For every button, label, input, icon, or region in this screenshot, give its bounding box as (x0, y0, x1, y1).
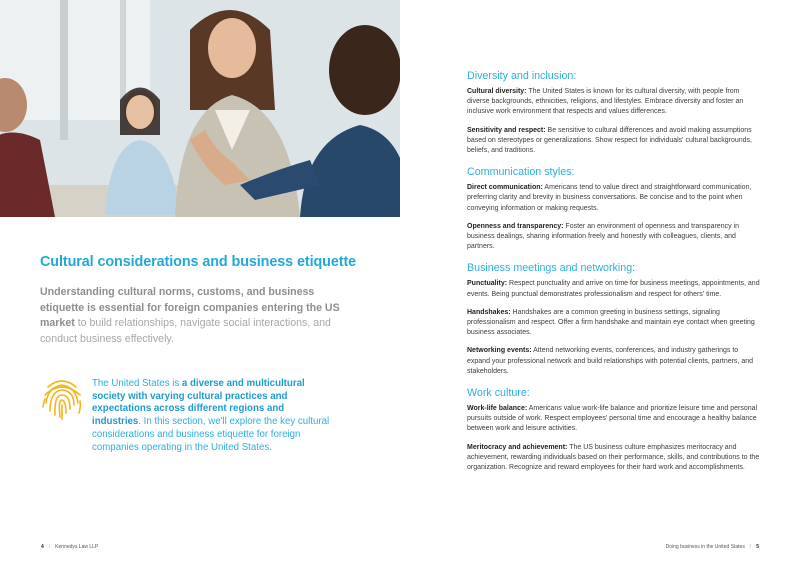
paragraph (467, 126, 762, 157)
paragraph-text: Americans value work-life balance and prioritize leisure time and personal pursuits outside of work. Respect employees' personal time and encourage a healthy balance between work and leisure activities. (467, 405, 758, 433)
callout-text-start: The United States is (92, 378, 182, 389)
section-heading: Diversity and inclusion: (467, 70, 577, 82)
page-title: Cultural considerations and business etiquette (40, 254, 357, 270)
paragraph-label: Networking events: (467, 347, 532, 355)
paragraph-label: Meritocracy and achievement: (467, 443, 568, 451)
section-diversity (467, 70, 762, 156)
intro-bold-text: Understanding cultural norms, customs, and business etiquette is essential for foreign companies entering the US market (40, 286, 340, 330)
paragraph (467, 308, 762, 339)
business-meeting-photo (0, 0, 400, 217)
paragraph-label: Handshakes: (467, 308, 511, 316)
paragraph-label: Sensitivity and respect: (467, 126, 546, 134)
paragraph (467, 346, 762, 377)
paragraph-text: Respect punctuality and arrive on time for business meetings, appointments, and events. Being punctual demonstrates professionalism and respect for others' time. (467, 280, 760, 298)
section-work-culture (467, 387, 762, 473)
section-heading: Work culture: (467, 387, 530, 400)
section-heading: Communication styles: (467, 166, 575, 179)
paragraph-label: Openness and transparency: (467, 222, 564, 230)
paragraph-text: Be sensitive to cultural differences and avoid making assumptions based on stereotypes or generalizations. Show respect for individuals' cultural backgrounds, beliefs, and traditions. (467, 126, 752, 155)
paragraph (467, 443, 762, 474)
footer-separator: / (749, 544, 752, 550)
callout-text-end: . In this section, we'll explore the key cultural considerations and business etiquette for foreign companies operating in the United States. (92, 416, 330, 453)
fingerprint-icon (40, 373, 84, 421)
right-column (467, 70, 762, 483)
footer-separator: / (48, 544, 51, 550)
footer-left-text: Kennedys Law LLP (55, 544, 99, 550)
callout-paragraph (92, 378, 332, 454)
paragraph (467, 183, 762, 214)
footer-right-text: Doing business in the United States (665, 544, 745, 550)
intro-paragraph (40, 285, 340, 347)
paragraph (467, 279, 762, 299)
paragraph-label: Cultural diversity: (467, 88, 527, 95)
paragraph (467, 222, 762, 253)
section-meetings (467, 262, 762, 377)
paragraph (467, 404, 762, 435)
paragraph-label: Direct communication: (467, 184, 543, 192)
paragraph-text: The United States is known for its cultural diversity, with people from diverse backgrounds, ethnicities, religions, and lifestyles. Embrace diversity and foster an inclusive work environment that respects and values differences. (467, 88, 744, 116)
paragraph-text: Handshakes are a common greeting in business settings, signaling professionalism and respect. Offer a firm handshake and maintain eye contact when greeting business associates. (467, 308, 755, 337)
paragraph (467, 87, 762, 118)
footer-right (666, 544, 759, 550)
intro-rest-text: to build relationships, navigate social interactions, and conduct business effectively. (40, 317, 331, 345)
paragraph-text: Attend networking events, conferences, and industry gatherings to expand your professional network and build relationships with potential clients, partners, and stakeholders. (467, 347, 754, 375)
paragraph-text: Foster an environment of openness and transparency in business dealings, sharing information freely and honestly with colleagues, clients, and partners. (467, 222, 739, 251)
paragraph-label: Punctuality: (467, 280, 508, 288)
footer-left (41, 544, 98, 550)
left-page-number: 4 (41, 544, 44, 550)
right-page-number: 5 (756, 544, 759, 550)
callout-bold-text: a diverse and multicultural society with varying cultural practices and expectations across different regions and industries (92, 378, 305, 428)
section-communication (467, 166, 762, 252)
paragraph-label: Work-life balance: (467, 405, 528, 413)
paragraph-text: Americans tend to value direct and straightforward communication, preferring clarity and brevity in business conversations. Be concise and to the point when conveying information or making requests. (467, 184, 752, 212)
section-heading: Business meetings and networking: (467, 262, 636, 275)
paragraph-text: The US business culture emphasizes meritocracy and achievement, rewarding individuals based on their performance, skills, and contributions to the organization. Recognize and reward employees for their hard work and accomplishments. (467, 443, 760, 472)
